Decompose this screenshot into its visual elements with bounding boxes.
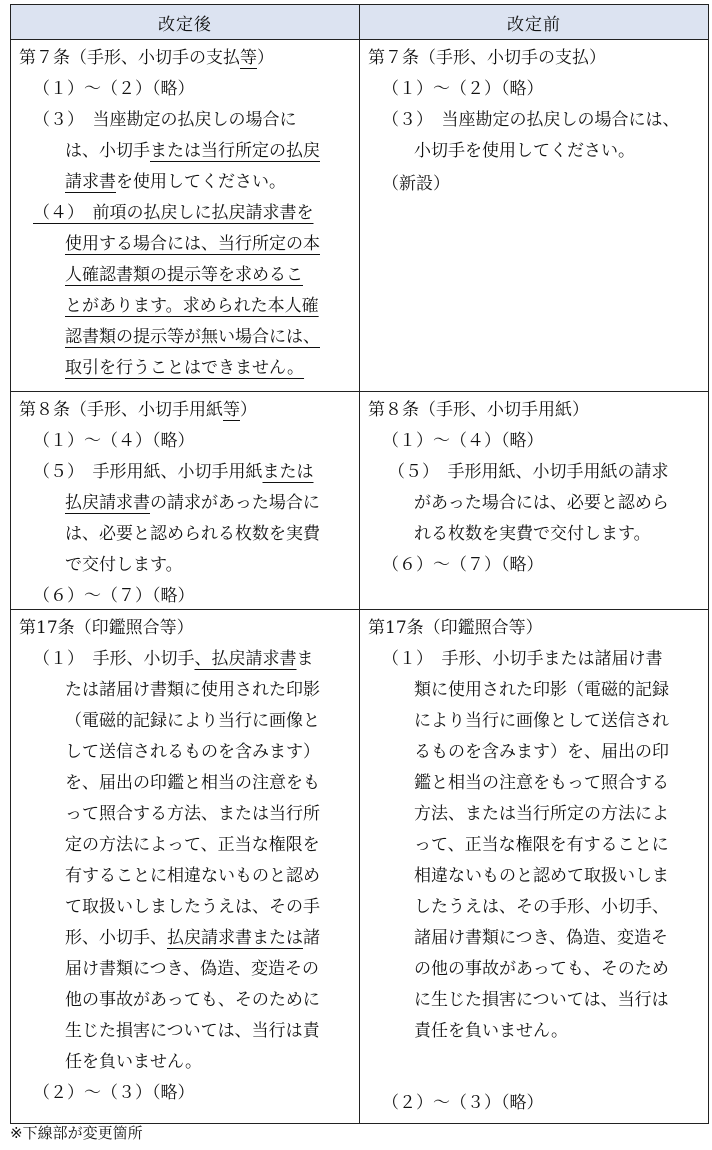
- clause-line: （６）～（７）（略）: [382, 555, 544, 575]
- clause-line: （２）～（３）（略）: [382, 1093, 544, 1113]
- cell-after-article-17: [11, 610, 360, 1124]
- article-title: 第17条（印鑑照合等）: [19, 618, 194, 638]
- footnote: ※下線部が変更箇所: [10, 1124, 143, 1142]
- text: ）: [257, 48, 274, 68]
- clause-line: は、必要と認められる枚数を実費: [65, 524, 320, 544]
- clause-line: て取扱いしましたうえは、その手: [65, 897, 320, 917]
- clause-line: って、正当な権限を有することに: [414, 835, 669, 855]
- clause-line: （１）～（４）（略）: [33, 431, 195, 451]
- clause-line: れる枚数を実費で交付します。: [414, 524, 651, 544]
- clause-line: 責任を負いません。: [414, 1021, 569, 1041]
- clause-line: [19, 644, 353, 675]
- clause-line: 有することに相違ないものと認め: [65, 866, 320, 886]
- text: を使用してください。: [116, 172, 286, 192]
- cell-after-article-8: [11, 392, 360, 610]
- clause-line: 相違ないものと認めて取扱いしま: [414, 866, 669, 886]
- clause-line: 生じた損害については、当行は責: [65, 1021, 320, 1041]
- clause-line: [19, 457, 353, 488]
- clause-line: （１）～（２）（略）: [382, 79, 544, 99]
- article-title: 第８条（手形、小切手用紙）: [368, 400, 589, 420]
- clause-line: により当行に画像として送信され: [414, 711, 669, 731]
- changed-clause-line: 使用する場合には、当行所定の本: [65, 234, 320, 254]
- clause-line: （新設）: [382, 174, 450, 194]
- clause-line: [19, 488, 353, 519]
- article-title: 第７条（手形、小切手の支払）: [368, 48, 606, 68]
- article-title: [19, 43, 353, 74]
- text: の請求があった場合に: [150, 493, 320, 513]
- changed-text: 請求書: [65, 172, 116, 192]
- comparison-table: [10, 4, 709, 1124]
- text: ）: [240, 400, 257, 420]
- clause-line: で交付します。: [65, 555, 183, 575]
- clause-line: （３） 当座勘定の払戻しの場合に: [33, 110, 297, 130]
- changed-text: 払戻請求書または: [167, 928, 303, 948]
- clause-line: （６）～（７）（略）: [33, 586, 195, 606]
- clause-line: （１）～（４）（略）: [382, 431, 544, 451]
- clause-line: があった場合には、必要と認めら: [414, 493, 669, 513]
- clause-line: るものを含みます）を、届出の印: [414, 742, 669, 762]
- table-row-article-8: [11, 392, 709, 610]
- clause-line: 小切手を使用してください。: [414, 141, 635, 161]
- changed-clause-line: 取引を行うことはできません。: [65, 358, 305, 378]
- clause-line: たは諸届け書類に使用された印影: [65, 680, 320, 700]
- changed-text: または当行所定の払戻: [150, 141, 320, 161]
- changed-clause-line: 人確認書類の提示等を求めるこ: [65, 265, 303, 285]
- clause-line: 任を負いません。: [65, 1052, 203, 1072]
- table-row-article-17: [11, 610, 709, 1124]
- clause-line: して送信されるものを含みます）: [65, 742, 320, 762]
- clause-line: [19, 167, 353, 198]
- cell-after-article-7: [11, 40, 360, 392]
- cell-before-article-7: [360, 40, 709, 392]
- clause-line: 定の方法によって、正当な権限を: [65, 835, 320, 855]
- text: ま: [296, 649, 314, 669]
- clause-line: 鑑と相当の注意をもって照合する: [414, 773, 669, 793]
- text: 第７条（手形、小切手の支払: [19, 48, 240, 68]
- text: は、小切手: [65, 141, 150, 161]
- clause-line: （電磁的記録により当行に画像と: [65, 711, 320, 731]
- clause-line: 他の事故があっても、そのために: [65, 990, 320, 1010]
- article-title: [19, 395, 353, 426]
- changed-text: 払戻請求書: [65, 493, 150, 513]
- table-header-row: [11, 5, 709, 40]
- clause-line: に生じた損害については、当行は: [414, 990, 669, 1010]
- changed-text: 等: [240, 48, 257, 68]
- clause-line: （３） 当座勘定の払戻しの場合には、: [382, 110, 680, 130]
- header-before: 改定前: [360, 5, 709, 40]
- changed-clause-line: とがあります。求められた本人確: [65, 296, 319, 316]
- text: （５） 手形用紙、小切手用紙: [33, 462, 263, 482]
- changed-text: 等: [223, 400, 240, 420]
- clause-line: を、届出の印鑑と相当の注意をも: [65, 773, 320, 793]
- clause-line: って照合する方法、または当行所: [65, 804, 320, 824]
- clause-line: [19, 923, 353, 954]
- changed-clause-line: （４） 前項の払戻しに払戻請求書を: [33, 203, 314, 223]
- clause-line: 類に使用された印影（電磁的記録: [414, 680, 669, 700]
- clause-line: （２）～（３）（略）: [33, 1083, 195, 1103]
- text: 形、小切手、: [65, 928, 167, 948]
- text: （１） 手形、小切手: [33, 649, 195, 669]
- changed-clause-line: 認書類の提示等が無い場合には、: [65, 327, 320, 347]
- header-after: 改定後: [11, 5, 360, 40]
- clause-line: 届け書類につき、偽造、変造その: [65, 959, 319, 979]
- clause-line: したうえは、その手形、小切手、: [414, 897, 669, 917]
- clause-line: （１） 手形、小切手または諸届け書: [382, 649, 663, 669]
- clause-line: の他の事故があっても、そのため: [414, 959, 669, 979]
- clause-line: （１）～（２）（略）: [33, 79, 195, 99]
- changed-text: 、払戻請求書: [194, 649, 297, 669]
- article-title: 第17条（印鑑照合等）: [368, 618, 543, 638]
- clause-line: （５） 手形用紙、小切手用紙の請求: [388, 462, 669, 482]
- table-row-article-7: [11, 40, 709, 392]
- cell-before-article-8: [360, 392, 709, 610]
- text: 第８条（手形、小切手用紙: [19, 400, 223, 420]
- clause-line: [19, 136, 353, 167]
- clause-line: 諸届け書類につき、偽造、変造そ: [414, 928, 668, 948]
- changed-text: または: [262, 462, 314, 482]
- clause-line: 方法、または当行所定の方法によ: [414, 804, 669, 824]
- text: 諸: [303, 928, 320, 948]
- cell-before-article-17: [360, 610, 709, 1124]
